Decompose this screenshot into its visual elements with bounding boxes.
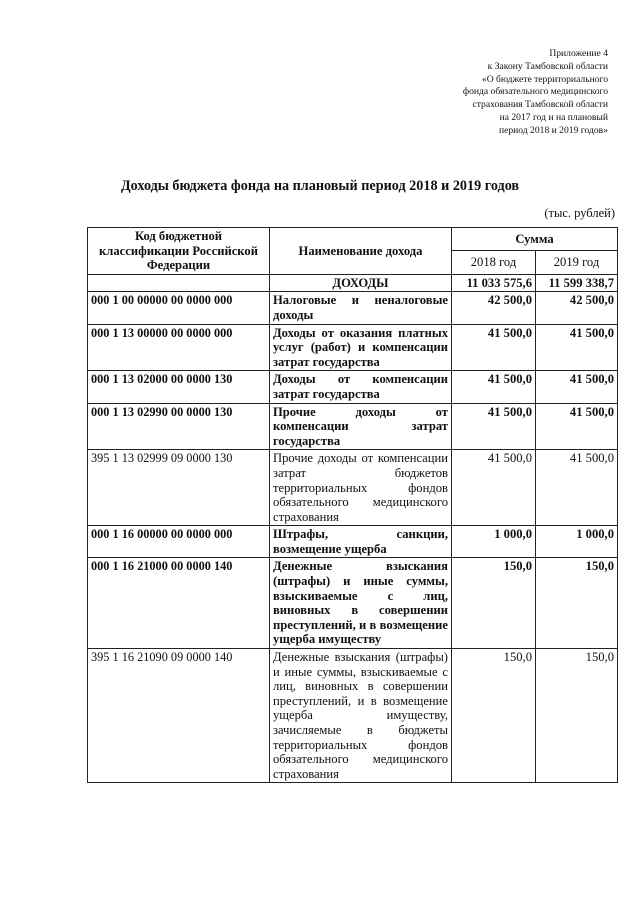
- row-2019: 42 500,0: [536, 292, 618, 324]
- total-label: ДОХОДЫ: [270, 274, 452, 292]
- row-code: 000 1 13 02000 00 0000 130: [88, 371, 270, 403]
- row-name: Денежные взыскания (штрафы) и иные суммы, взыскиваемые с лиц, виновных в совершении преступлений, и в возмещение ущерба имуществу: [270, 558, 452, 649]
- row-2019: 41 500,0: [536, 403, 618, 450]
- row-2018: 42 500,0: [452, 292, 536, 324]
- row-2019: 1 000,0: [536, 526, 618, 558]
- row-code: 395 1 16 21090 09 0000 140: [88, 649, 270, 783]
- appendix-line: фонда обязательного медицинского: [462, 86, 608, 98]
- table-row: [88, 403, 618, 450]
- row-2018: 150,0: [452, 649, 536, 783]
- total-code-cell: [88, 274, 270, 292]
- appendix-note: [378, 48, 608, 138]
- row-2018: 41 500,0: [452, 324, 536, 371]
- header-2018: 2018 год: [452, 251, 536, 274]
- row-2019: 41 500,0: [536, 324, 618, 371]
- row-2018: 41 500,0: [452, 450, 536, 526]
- table-row: [88, 324, 618, 371]
- row-name: Прочие доходы от компенсации затрат бюджетов территориальных фондов обязательного медицинского страхования: [270, 450, 452, 526]
- header-sum: Сумма: [452, 228, 618, 251]
- row-name: Доходы от компенсации затрат государства: [270, 371, 452, 403]
- appendix-line: «О бюджете территориального: [481, 73, 608, 85]
- appendix-line: период 2018 и 2019 годов»: [498, 124, 608, 136]
- row-name: Денежные взыскания (штрафы) и иные суммы, взыскиваемые с лиц, виновных в совершении преступлений, и в возмещение ущерба имуществу, зачисляемые в бюджеты территориальных фондов обязательного медицинского страхования: [270, 649, 452, 783]
- row-code: 395 1 13 02999 09 0000 130: [88, 450, 270, 526]
- header-name: Наименование дохода: [270, 228, 452, 275]
- header-row: [88, 228, 618, 251]
- appendix-line: Приложение 4: [549, 48, 608, 59]
- row-2018: 41 500,0: [452, 371, 536, 403]
- row-code: 000 1 16 21000 00 0000 140: [88, 558, 270, 649]
- row-2019: 150,0: [536, 649, 618, 783]
- row-name: Доходы от оказания платных услуг (работ) и компенсации затрат государства: [270, 324, 452, 371]
- table-row: [88, 649, 618, 783]
- row-2019: 41 500,0: [536, 371, 618, 403]
- appendix-line: страхования Тамбовской области: [472, 99, 608, 111]
- table-row: [88, 371, 618, 403]
- table-row: [88, 526, 618, 558]
- total-row: [88, 274, 618, 292]
- row-name: Прочие доходы от компенсации затрат государства: [270, 403, 452, 450]
- table-row: [88, 450, 618, 526]
- table-row: [88, 558, 618, 649]
- document-title: Доходы бюджета фонда на плановый период 2018 и 2019 годов: [120, 178, 520, 194]
- header-2019: 2019 год: [536, 251, 618, 274]
- row-2018: 150,0: [452, 558, 536, 649]
- row-code: 000 1 13 02990 00 0000 130: [88, 403, 270, 450]
- income-table: [87, 227, 618, 783]
- row-code: 000 1 00 00000 00 0000 000: [88, 292, 270, 324]
- row-2019: 150,0: [536, 558, 618, 649]
- total-2018: 11 033 575,6: [452, 274, 536, 292]
- header-code: Код бюджетной классификации Российской Федерации: [88, 228, 270, 275]
- appendix-line: к Закону Тамбовской области: [487, 60, 608, 72]
- total-2019: 11 599 338,7: [536, 274, 618, 292]
- row-code: 000 1 16 00000 00 0000 000: [88, 526, 270, 558]
- row-name: Налоговые и неналоговые доходы: [270, 292, 452, 324]
- table-row: [88, 292, 618, 324]
- unit-label: (тыс. рублей): [544, 206, 615, 220]
- appendix-line: на 2017 год и на плановый: [499, 111, 608, 123]
- row-2018: 1 000,0: [452, 526, 536, 558]
- row-code: 000 1 13 00000 00 0000 000: [88, 324, 270, 371]
- row-name: Штрафы, санкции, возмещение ущерба: [270, 526, 452, 558]
- row-2018: 41 500,0: [452, 403, 536, 450]
- row-2019: 41 500,0: [536, 450, 618, 526]
